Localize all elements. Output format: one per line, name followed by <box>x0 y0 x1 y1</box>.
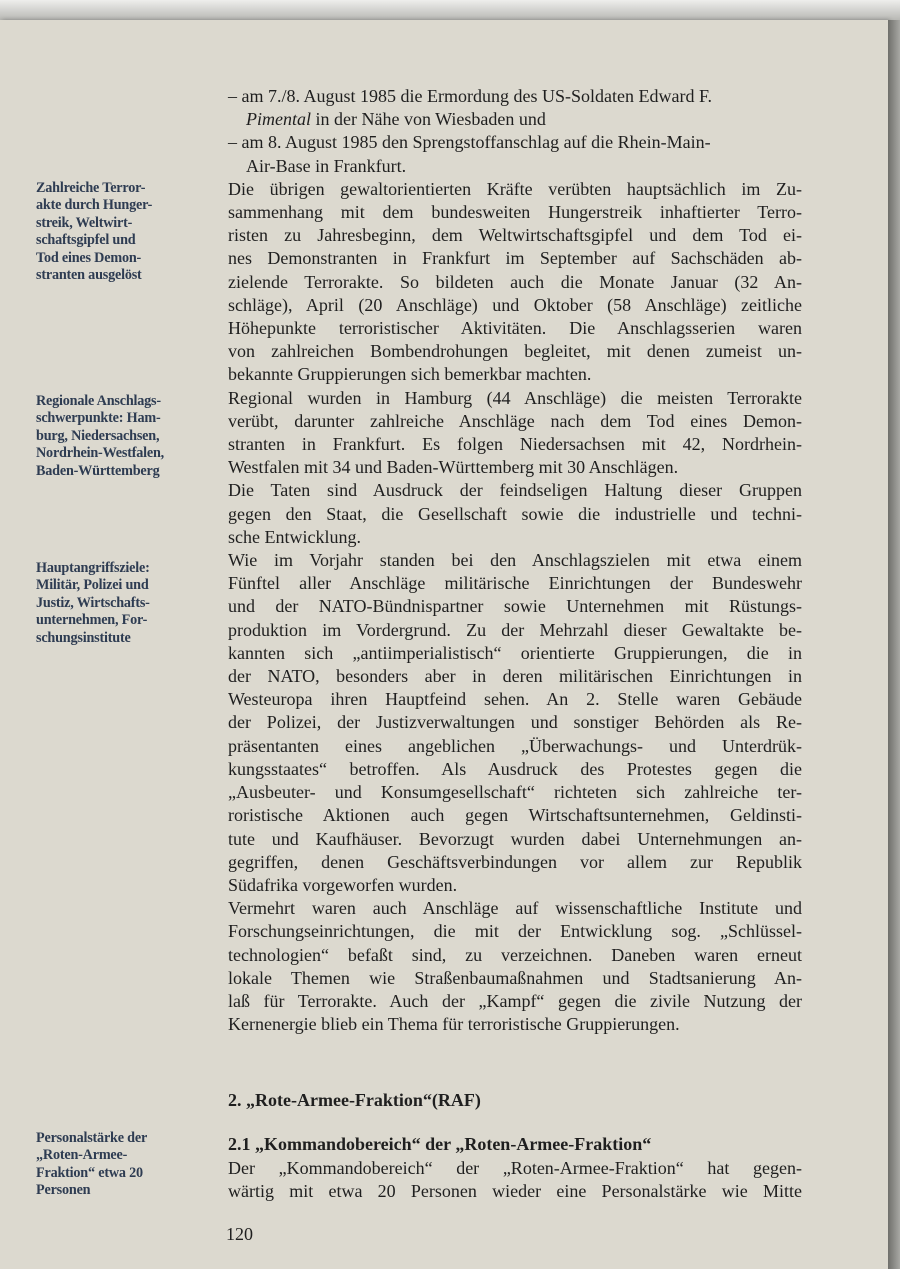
margin-note-line: schaftsgipfel und <box>36 232 136 249</box>
body-line: Vermehrt waren auch Anschläge auf wissenschaftliche Institute und <box>228 898 802 919</box>
subsection-text <box>228 1157 802 1203</box>
margin-note-line: Militär, Polizei und <box>36 577 149 594</box>
body-line: Höhepunkte terroristischer Aktivitäten. Die Anschlagsserien waren <box>228 318 802 339</box>
margin-note-regionale-schwerpunkte <box>36 393 208 480</box>
scan-top-edge <box>0 0 900 20</box>
page-number: 120 <box>226 1224 253 1244</box>
margin-note-line: stranten ausgelöst <box>36 267 142 284</box>
body-line: bekannte Gruppierungen sich bemerkbar machten. <box>228 364 592 385</box>
body-line: sammenhang mit dem bundesweiten Hungerstreik inhaftierter Terro- <box>228 202 802 223</box>
body-line: Westeuropa ihren Hauptfeind sehen. An 2. Stelle waren Gebäude <box>228 689 802 710</box>
body-line: Air-Base in Frankfurt. <box>246 155 407 176</box>
body-line: lokale Themen wie Straßenbaumaßnahmen und Stadtsanierung An- <box>228 967 802 988</box>
margin-note-line: streik, Weltwirt- <box>36 214 133 231</box>
body-line: verübt, darunter zahlreiche Anschläge nach dem Tod eines Demon- <box>228 410 802 431</box>
body-line: Der „Kommandobereich“ der „Roten-Armee-Fraktion“ hat gegen- <box>228 1158 802 1178</box>
subsection-heading: 2.1 „Kommandobereich“ der „Roten-Armee-Fraktion“ <box>228 1134 652 1154</box>
body-line: Regional wurden in Hamburg (44 Anschläge) die meisten Terrorakte <box>228 387 802 408</box>
body-line: – am 8. August 1985 den Sprengstoffanschlag auf die Rhein-Main- <box>228 132 711 153</box>
body-line-rest: in der Nähe von Wiesbaden und <box>311 109 546 130</box>
body-line: nes Demonstranten in Frankfurt im September auf Sachschäden ab- <box>228 248 802 269</box>
body-line: kannten sich „antiimperialistisch“ orientierte Gruppierungen, die in <box>228 642 802 663</box>
body-line: gegriffen, denen Geschäftsverbindungen vor allem zur Republik <box>228 851 802 872</box>
margin-note-line: Baden-Württemberg <box>36 462 160 479</box>
body-line: präsentanten eines angeblichen „Überwachungs- und Unterdrük- <box>228 735 802 756</box>
margin-note-line: „Roten-Armee- <box>36 1147 128 1164</box>
margin-note-line: burg, Niedersachsen, <box>36 427 160 444</box>
body-line: und der NATO-Bündnispartner sowie Unternehmen mit Rüstungs- <box>228 596 802 617</box>
body-line: – am 7./8. August 1985 die Ermordung des US-Soldaten Edward F. <box>228 86 713 106</box>
body-line: risten zu Jahresbeginn, dem Weltwirtschaftsgipfel und dem Tod ei- <box>228 225 802 246</box>
body-line: Wie im Vorjahr standen bei den Anschlagszielen mit etwa einem <box>228 550 802 571</box>
body-line: sche Entwicklung. <box>228 526 361 547</box>
margin-note-line: akte durch Hunger- <box>36 197 153 214</box>
margin-note-personalstaerke <box>36 1130 208 1200</box>
body-line: „Ausbeuter- und Konsumgesellschaft“ richteten sich zahlreiche ter- <box>228 782 802 803</box>
body-line: Kernenergie blieb ein Thema für terroristische Gruppierungen. <box>228 1014 680 1035</box>
margin-note-line: Personalstärke der <box>36 1130 148 1146</box>
body-line: der Polizei, der Justizverwaltungen und sonstiger Behörden als Re- <box>228 712 802 733</box>
margin-note-line: schwerpunkte: Ham- <box>36 410 161 427</box>
body-line: Forschungseinrichtungen, die mit der Entwicklung sog. „Schlüssel- <box>228 921 802 942</box>
body-line: stranten in Frankfurt. Es folgen Niedersachsen mit 42, Nordrhein- <box>228 434 802 455</box>
body-line: von zahlreichen Bombendrohungen begleitet, mit denen zumeist un- <box>228 341 802 362</box>
body-line: Südafrika vorgeworfen wurden. <box>228 874 458 895</box>
margin-note-line: Zahlreiche Terror- <box>36 180 146 196</box>
body-line: zielende Terrorakte. So bildeten auch die Monate Januar (32 An- <box>228 271 802 292</box>
body-line: tute und Kaufhäuser. Bevorzugt wurden dabei Unternehmungen an- <box>228 828 802 849</box>
margin-note-line: Nordrhein-Westfalen, <box>36 445 165 462</box>
body-line: laß für Terrorakte. Auch der „Kampf“ gegen die zivile Nutzung der <box>228 990 802 1011</box>
body-line: roristische Aktionen auch gegen Wirtschaftsunternehmen, Geldinsti- <box>228 805 802 826</box>
section-heading: 2. „Rote-Armee-Fraktion“(RAF) <box>228 1090 481 1110</box>
margin-note-line: schungsinstitute <box>36 629 131 646</box>
margin-note-line: Personen <box>36 1182 91 1199</box>
body-text <box>228 85 802 1036</box>
margin-note-line: Hauptangriffsziele: <box>36 560 150 576</box>
body-line: Westfalen mit 34 und Baden-Württemberg mit 30 Anschlägen. <box>228 457 679 478</box>
body-line: technologien“ befaßt sind, zu verzeichnen. Daneben waren erneut <box>228 944 802 965</box>
margin-note-line: Tod eines Demon- <box>36 249 142 266</box>
scan-right-edge <box>888 20 900 1269</box>
body-line-italic-name: Pimental <box>246 109 311 130</box>
margin-note-line: Fraktion“ etwa 20 <box>36 1164 143 1181</box>
body-line: wärtig mit etwa 20 Personen wieder eine Personalstärke wie Mitte <box>228 1181 802 1202</box>
body-line: kungsstaates“ betroffen. Als Ausdruck des Protestes gegen die <box>228 758 802 779</box>
body-line: Fünftel aller Anschläge militärische Einrichtungen der Bundeswehr <box>228 573 802 594</box>
margin-note-line: Regionale Anschlags- <box>36 393 161 409</box>
body-line: produktion im Vordergrund. Zu der Mehrzahl dieser Gewaltakte be- <box>228 619 802 640</box>
margin-note-hauptangriffsziele <box>36 560 208 647</box>
margin-note-line: Justiz, Wirtschafts- <box>36 594 150 611</box>
body-line <box>228 108 802 131</box>
body-line: schläge), April (20 Anschläge) und Oktober (58 Anschläge) zeitliche <box>228 294 802 315</box>
body-line: Die übrigen gewaltorientierten Kräfte verübten hauptsächlich im Zu- <box>228 178 802 199</box>
margin-note-terrorakte <box>36 180 208 284</box>
body-line: Die Taten sind Ausdruck der feindseligen Haltung dieser Gruppen <box>228 480 802 501</box>
body-line: gegen den Staat, die Gesellschaft sowie die industrielle und techni- <box>228 503 802 524</box>
body-line: der NATO, besonders aber in deren militärischen Einrichtungen in <box>228 666 802 687</box>
margin-note-line: unternehmen, For- <box>36 612 148 629</box>
